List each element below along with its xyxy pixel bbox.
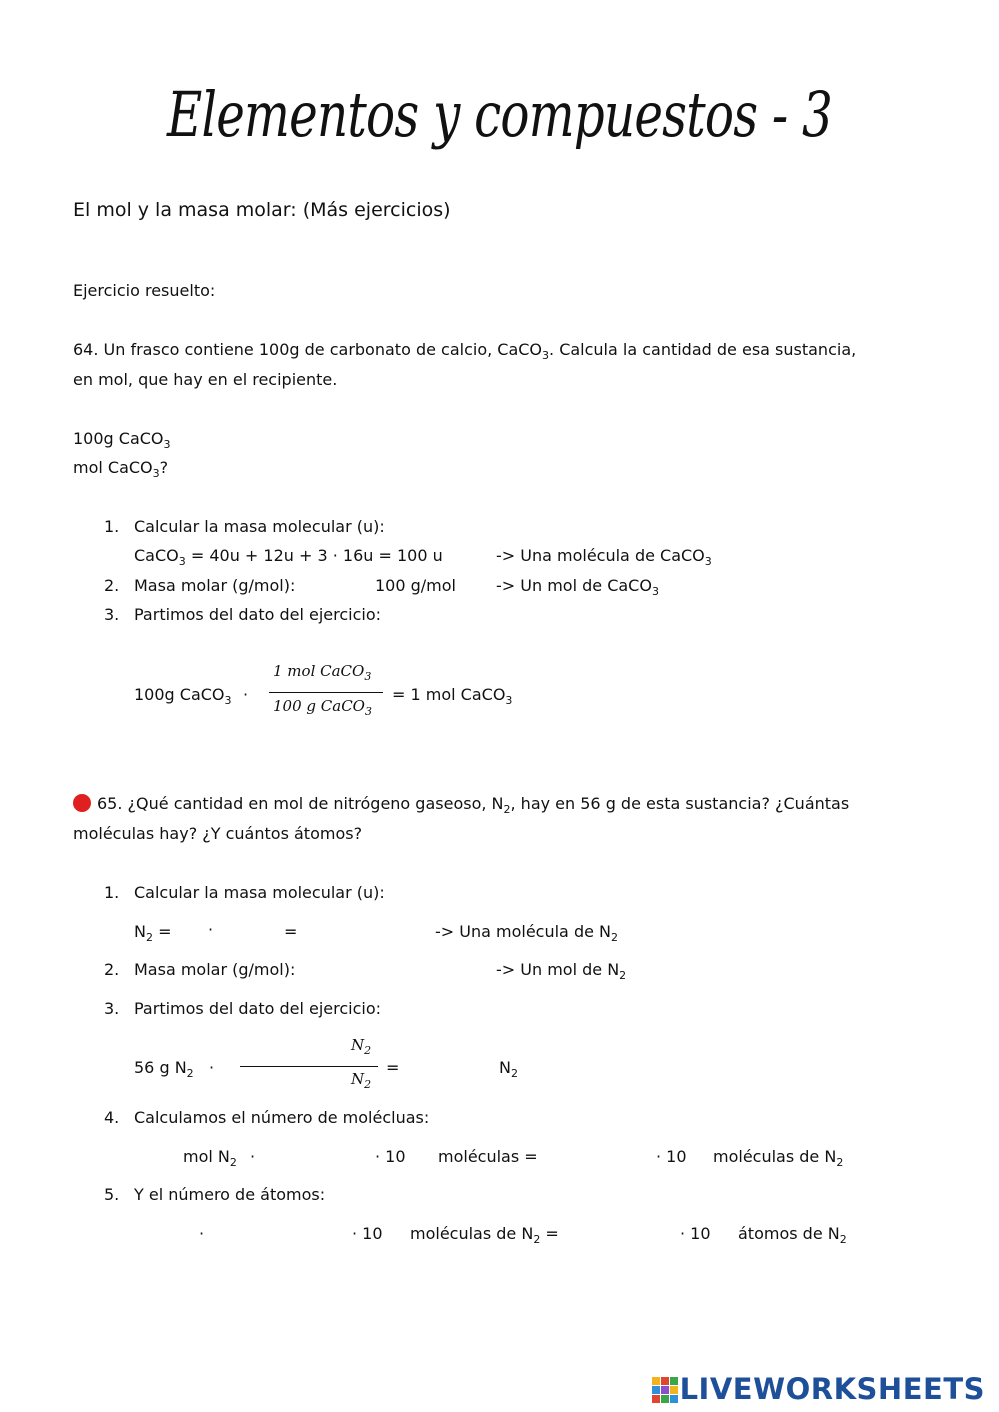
ex65-molecules-dot: · xyxy=(250,1147,256,1166)
ex65-fraction-denominator: $N_2$ xyxy=(351,1070,372,1091)
ex65-atoms-dot: · xyxy=(199,1224,205,1243)
liveworksheets-logo[interactable] xyxy=(652,1372,985,1406)
ex64-step1: 1. Calcular la masa molecular (u): xyxy=(104,517,385,536)
subtitle: El mol y la masa molar: (Más ejercicios) xyxy=(73,199,451,221)
ex64-fraction-bar xyxy=(269,692,383,693)
ex65-step2-note: -> Un mol de $N_2$ xyxy=(496,960,627,983)
ex65-molecules-ten2: · 10 xyxy=(656,1147,687,1166)
ex65-step2: 2. Masa molar (g/mol): xyxy=(104,960,296,979)
ex65-step1-eq: = xyxy=(284,922,298,941)
ex65-conversion-equals: = xyxy=(386,1058,400,1077)
ex64-fraction-numerator: 1 mol CaCO$_3$ xyxy=(273,662,372,683)
ex65-molecules-label: mol $N_2$ xyxy=(183,1147,237,1170)
ex64-step1-calc: CaCO$_3$ = 40u + 12u + 3 · 16u = 100 u xyxy=(134,546,443,569)
ex65-molecules-word2: moléculas de $N_2$ xyxy=(713,1147,844,1170)
ex65-step1: 1. Calcular la masa molecular (u): xyxy=(104,883,385,902)
ex64-conversion-dot: · xyxy=(243,685,249,704)
ex65-statement-line1: 65. ¿Qué cantidad en mol de nitrógeno gaseoso, $N_2$, hay en 56 g de esta sustancia? ¿Cuántas xyxy=(73,794,849,816)
ex65-conversion-dot: · xyxy=(209,1058,215,1077)
ex65-atoms-ten2: · 10 xyxy=(680,1224,711,1243)
red-circle-icon xyxy=(73,794,91,812)
ex64-given-unknown: mol CaCO$_3$? xyxy=(73,458,169,481)
ex65-step4: 4. Calculamos el número de molécluas: xyxy=(104,1108,430,1127)
ex64-conversion-result: = 1 mol CaCO$_3$ xyxy=(392,685,513,708)
ex64-step2-note: -> Un mol de CaCO$_3$ xyxy=(496,576,659,599)
ex65-molecules-word1: moléculas = xyxy=(438,1147,538,1166)
ex65-atoms-ten1: · 10 xyxy=(352,1224,383,1243)
ex64-statement-line1: 64. Un frasco contiene 100g de carbonato de calcio, CaCO$_3$. Calcula la cantidad de esa sustancia, xyxy=(73,340,857,363)
ex65-step3: 3. Partimos del dato del ejercicio: xyxy=(104,999,382,1018)
ex64-step2-value: 100 g/mol xyxy=(375,576,456,595)
ex65-step1-dot: · xyxy=(208,920,214,939)
ex65-conversion-left: 56 g $N_2$ xyxy=(134,1058,194,1081)
liveworksheets-logo-icon xyxy=(652,1377,678,1403)
page-title: Elementos y compuestos - 3 xyxy=(167,78,832,151)
ex64-step3: 3. Partimos del dato del ejercicio: xyxy=(104,605,382,624)
ex65-atoms-word1: moléculas de $N_2$ = xyxy=(410,1224,559,1247)
logo-text: LIVEWORKSHEETS xyxy=(679,1372,985,1406)
ex65-fraction-bar xyxy=(240,1066,378,1067)
ex65-statement-line2: moléculas hay? ¿Y cuántos átomos? xyxy=(73,824,363,843)
ex64-statement-line2: en mol, que hay en el recipiente. xyxy=(73,370,338,389)
ex64-step2: 2. Masa molar (g/mol): xyxy=(104,576,296,595)
ex64-given-mass: 100g CaCO$_3$ xyxy=(73,429,171,452)
ex65-atoms-word2: átomos de $N_2$ xyxy=(738,1224,847,1247)
solved-label: Ejercicio resuelto: xyxy=(73,281,216,300)
ex65-molecules-ten1: · 10 xyxy=(375,1147,406,1166)
ex65-fraction-numerator: $N_2$ xyxy=(351,1036,372,1057)
ex65-step1-label: $N_2$ = xyxy=(134,922,172,945)
ex64-fraction-denominator: 100 g CaCO$_3$ xyxy=(273,697,372,718)
ex65-step1-note: -> Una molécula de $N_2$ xyxy=(435,922,618,945)
ex64-step1-note: -> Una molécula de CaCO$_3$ xyxy=(496,546,712,569)
ex65-conversion-result: $N_2$ xyxy=(499,1058,518,1081)
ex65-step5: 5. Y el número de átomos: xyxy=(104,1185,326,1204)
ex64-conversion-left: 100g CaCO$_3$ xyxy=(134,685,232,708)
